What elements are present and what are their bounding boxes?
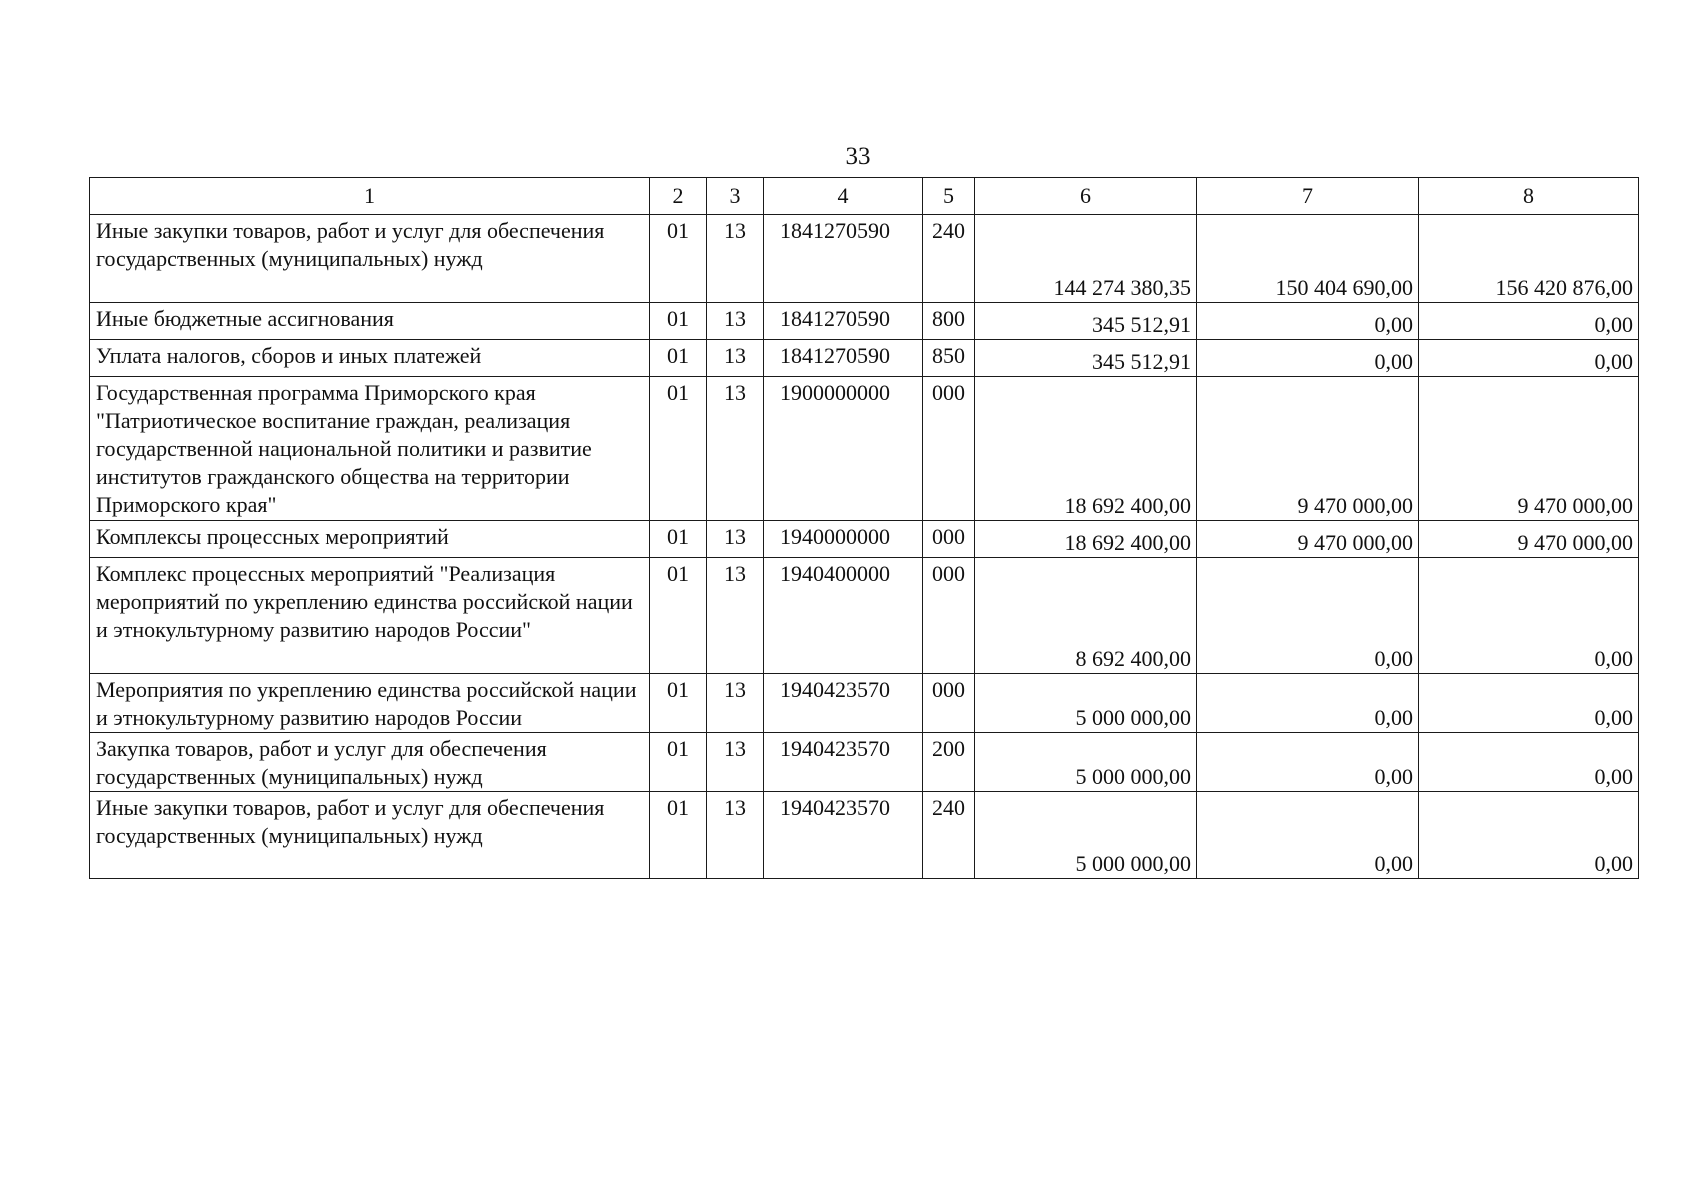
table-header-row [90,178,1639,215]
subsection-code-cell: 13 [707,674,764,733]
subsection-code-cell: 13 [707,733,764,792]
amount-cell: 0,00 [1197,733,1419,792]
column-header: 2 [650,178,707,215]
table-row [90,674,1639,733]
row-name-cell: Закупка товаров, работ и услуг для обеспечения государственных (муниципальных) нужд [90,733,650,792]
target-article-code-cell: 1841270590 [764,215,923,303]
subsection-code-cell: 13 [707,792,764,879]
table-row [90,303,1639,340]
expense-type-code-cell: 000 [923,558,975,674]
subsection-code-cell: 13 [707,340,764,377]
column-header: 7 [1197,178,1419,215]
row-name-cell: Иные бюджетные ассигнования [90,303,650,340]
amount-cell: 345 512,91 [975,303,1197,340]
target-article-code-cell: 1841270590 [764,303,923,340]
amount-cell: 150 404 690,00 [1197,215,1419,303]
subsection-code-cell: 13 [707,558,764,674]
row-name-cell: Комплексы процессных мероприятий [90,521,650,558]
budget-table [89,177,1639,879]
row-name-cell: Комплекс процессных мероприятий "Реализация мероприятий по укреплению единства российской нации и этнокультурному развитию народов России" [90,558,650,674]
page-number: 33 [845,143,871,170]
amount-cell: 18 692 400,00 [975,377,1197,521]
expense-type-code-cell: 000 [923,674,975,733]
subsection-code-cell: 13 [707,377,764,521]
amount-cell: 0,00 [1419,558,1639,674]
amount-cell: 8 692 400,00 [975,558,1197,674]
column-header: 3 [707,178,764,215]
expense-type-code-cell: 000 [923,521,975,558]
expense-type-code-cell: 850 [923,340,975,377]
row-name-cell: Иные закупки товаров, работ и услуг для обеспечения государственных (муниципальных) нужд [90,792,650,879]
amount-cell: 156 420 876,00 [1419,215,1639,303]
section-code-cell: 01 [650,558,707,674]
target-article-code-cell: 1900000000 [764,377,923,521]
amount-cell: 345 512,91 [975,340,1197,377]
section-code-cell: 01 [650,674,707,733]
expense-type-code-cell: 240 [923,792,975,879]
amount-cell: 0,00 [1419,674,1639,733]
table-row [90,377,1639,521]
table-row [90,792,1639,879]
amount-cell: 18 692 400,00 [975,521,1197,558]
row-name-cell: Мероприятия по укреплению единства российской нации и этнокультурному развитию народов России [90,674,650,733]
target-article-code-cell: 1940423570 [764,733,923,792]
target-article-code-cell: 1940423570 [764,792,923,879]
table-row [90,558,1639,674]
table-row [90,733,1639,792]
target-article-code-cell: 1940000000 [764,521,923,558]
table-row [90,340,1639,377]
amount-cell: 9 470 000,00 [1419,521,1639,558]
column-header: 6 [975,178,1197,215]
amount-cell: 0,00 [1197,792,1419,879]
amount-cell: 9 470 000,00 [1197,377,1419,521]
expense-type-code-cell: 000 [923,377,975,521]
amount-cell: 0,00 [1197,340,1419,377]
section-code-cell: 01 [650,340,707,377]
amount-cell: 5 000 000,00 [975,792,1197,879]
amount-cell: 0,00 [1419,340,1639,377]
row-name-cell: Уплата налогов, сборов и иных платежей [90,340,650,377]
expense-type-code-cell: 240 [923,215,975,303]
section-code-cell: 01 [650,377,707,521]
subsection-code-cell: 13 [707,215,764,303]
amount-cell: 9 470 000,00 [1197,521,1419,558]
column-header: 8 [1419,178,1639,215]
target-article-code-cell: 1940400000 [764,558,923,674]
column-header: 1 [90,178,650,215]
target-article-code-cell: 1841270590 [764,340,923,377]
target-article-code-cell: 1940423570 [764,674,923,733]
row-name-cell: Иные закупки товаров, работ и услуг для обеспечения государственных (муниципальных) нужд [90,215,650,303]
amount-cell: 0,00 [1419,733,1639,792]
amount-cell: 0,00 [1419,792,1639,879]
expense-type-code-cell: 800 [923,303,975,340]
column-header: 4 [764,178,923,215]
subsection-code-cell: 13 [707,303,764,340]
section-code-cell: 01 [650,792,707,879]
section-code-cell: 01 [650,733,707,792]
amount-cell: 0,00 [1197,674,1419,733]
amount-cell: 144 274 380,35 [975,215,1197,303]
expense-type-code-cell: 200 [923,733,975,792]
amount-cell: 5 000 000,00 [975,733,1197,792]
section-code-cell: 01 [650,521,707,558]
row-name-cell: Государственная программа Приморского края "Патриотическое воспитание граждан, реализация государственной национальной политики и развитие институтов гражданского общества на территории Приморского края" [90,377,650,521]
column-header: 5 [923,178,975,215]
table-row [90,521,1639,558]
amount-cell: 5 000 000,00 [975,674,1197,733]
section-code-cell: 01 [650,215,707,303]
subsection-code-cell: 13 [707,521,764,558]
table-row [90,215,1639,303]
amount-cell: 0,00 [1197,558,1419,674]
amount-cell: 9 470 000,00 [1419,377,1639,521]
amount-cell: 0,00 [1197,303,1419,340]
amount-cell: 0,00 [1419,303,1639,340]
section-code-cell: 01 [650,303,707,340]
